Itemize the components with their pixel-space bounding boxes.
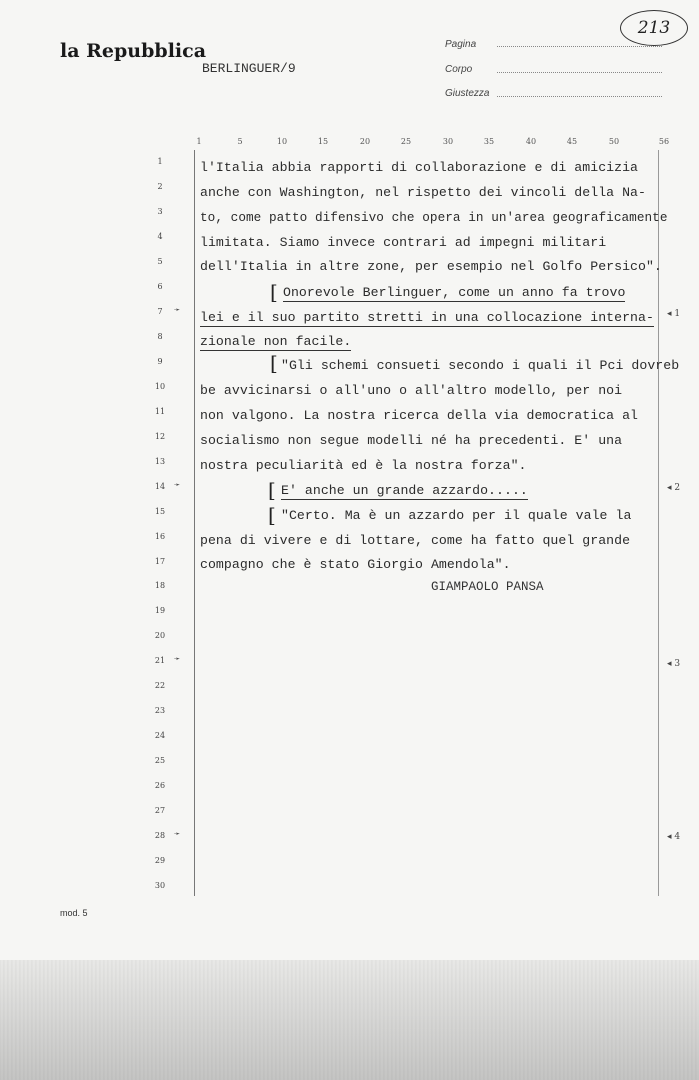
line-number: 10 (154, 382, 166, 391)
line-number: 6 (157, 282, 163, 291)
article-slug: BERLINGUER/9 (202, 61, 296, 76)
line-number: 14 (154, 482, 166, 491)
line-arrow-marker: ➛ (174, 480, 181, 491)
ruler-tick: 40 (525, 137, 537, 146)
text-line: to, come patto difensivo che opera in un'area geograficamente (200, 210, 668, 225)
text-line: non valgono. La nostra ricerca della via democratica al (200, 408, 639, 423)
line-arrow-marker: ➛ (174, 305, 181, 316)
line-number: 4 (157, 232, 163, 241)
ruler-tick: 56 (658, 137, 670, 146)
text-line: l'Italia abbia rapporti di collaborazione e di amicizia (200, 160, 639, 175)
line-number: 2 (157, 182, 163, 191)
field-line-pagina (497, 46, 662, 47)
right-section-marker: ◂ 2 (667, 483, 681, 493)
line-number: 22 (154, 681, 166, 690)
line-number: 24 (154, 731, 166, 740)
ruler-tick: 10 (276, 137, 288, 146)
ruler-tick: 20 (359, 137, 371, 146)
right-section-marker: ◂ 1 (667, 309, 681, 319)
line-number: 19 (154, 606, 166, 615)
line-number: 8 (157, 332, 163, 341)
ruler-tick: 5 (237, 137, 243, 146)
line-number: 29 (154, 856, 166, 865)
ruler-tick: 45 (566, 137, 578, 146)
circled-page-number: 213 (620, 10, 688, 46)
scan-noise-band (0, 960, 699, 1080)
text-line: anche con Washington, nel rispetto dei vincoli della Na- (200, 185, 646, 200)
field-label-corpo: Corpo (445, 64, 473, 75)
line-number: 5 (157, 257, 163, 266)
line-number: 23 (154, 706, 166, 715)
line-number: 9 (157, 357, 163, 366)
line-number: 26 (154, 781, 166, 790)
text-line-question: zionale non facile. (200, 334, 352, 349)
text-line: "Gli schemi consueti secondo i quali il Pci dovreb (281, 358, 680, 373)
line-arrow-marker: ➛ (174, 829, 181, 840)
ruler-tick: 30 (442, 137, 454, 146)
text-line-question: Onorevole Berlinguer, come un anno fa trovo (283, 285, 626, 300)
line-arrow-marker: ➛ (174, 654, 181, 665)
form-code: mod. 5 (60, 908, 88, 918)
text-line: compagno che è stato Giorgio Amendola". (200, 557, 511, 572)
text-line-question: lei e il suo partito stretti in una collocazione interna- (200, 310, 654, 325)
right-section-marker: ◂ 4 (667, 832, 681, 842)
field-label-giustezza: Giustezza (445, 88, 490, 99)
newspaper-masthead: la Repubblica (60, 40, 207, 62)
line-number: 21 (154, 656, 166, 665)
text-line-question: E' anche un grande azzardo..... (281, 483, 528, 498)
line-number: 28 (154, 831, 166, 840)
ruler-tick: 35 (483, 137, 495, 146)
line-number: 18 (154, 581, 166, 590)
field-line-giustezza (497, 96, 662, 97)
line-number: 30 (154, 881, 166, 890)
edit-bracket: [ (270, 351, 278, 375)
right-section-marker: ◂ 3 (667, 659, 681, 669)
line-number: 17 (154, 557, 166, 566)
ruler-tick: 25 (400, 137, 412, 146)
edit-bracket: [ (270, 280, 278, 304)
line-number: 16 (154, 532, 166, 541)
line-number: 12 (154, 432, 166, 441)
line-number: 27 (154, 806, 166, 815)
line-number: 7 (157, 307, 163, 316)
ruler-tick: 15 (317, 137, 329, 146)
field-line-corpo (497, 72, 662, 73)
left-margin-rule (194, 150, 195, 896)
text-line: "Certo. Ma è un azzardo per il quale vale la (281, 508, 632, 523)
line-number: 1 (157, 157, 163, 166)
ruler-tick: 50 (608, 137, 620, 146)
text-line: pena di vivere e di lottare, come ha fatto quel grande (200, 533, 631, 548)
text-line: dell'Italia in altre zone, per esempio nel Golfo Persico". (200, 259, 662, 274)
line-number: 15 (154, 507, 166, 516)
line-number: 11 (154, 407, 166, 416)
author-signature: GIAMPAOLO PANSA (431, 580, 544, 594)
line-number: 25 (154, 756, 166, 765)
line-number: 13 (154, 457, 166, 466)
line-number: 20 (154, 631, 166, 640)
text-line: limitata. Siamo invece contrari ad impegni militari (200, 235, 607, 250)
text-line: socialismo non segue modelli né ha precedenti. E' una (200, 433, 623, 448)
edit-bracket: [ (268, 478, 276, 502)
line-number: 3 (157, 207, 163, 216)
ruler-tick: 1 (196, 137, 202, 146)
text-line: be avvicinarsi o all'uno o all'altro modello, per noi (200, 383, 623, 398)
text-line: nostra peculiarità ed è la nostra forza". (200, 458, 527, 473)
field-label-pagina: Pagina (445, 39, 477, 50)
edit-bracket: [ (268, 503, 276, 527)
